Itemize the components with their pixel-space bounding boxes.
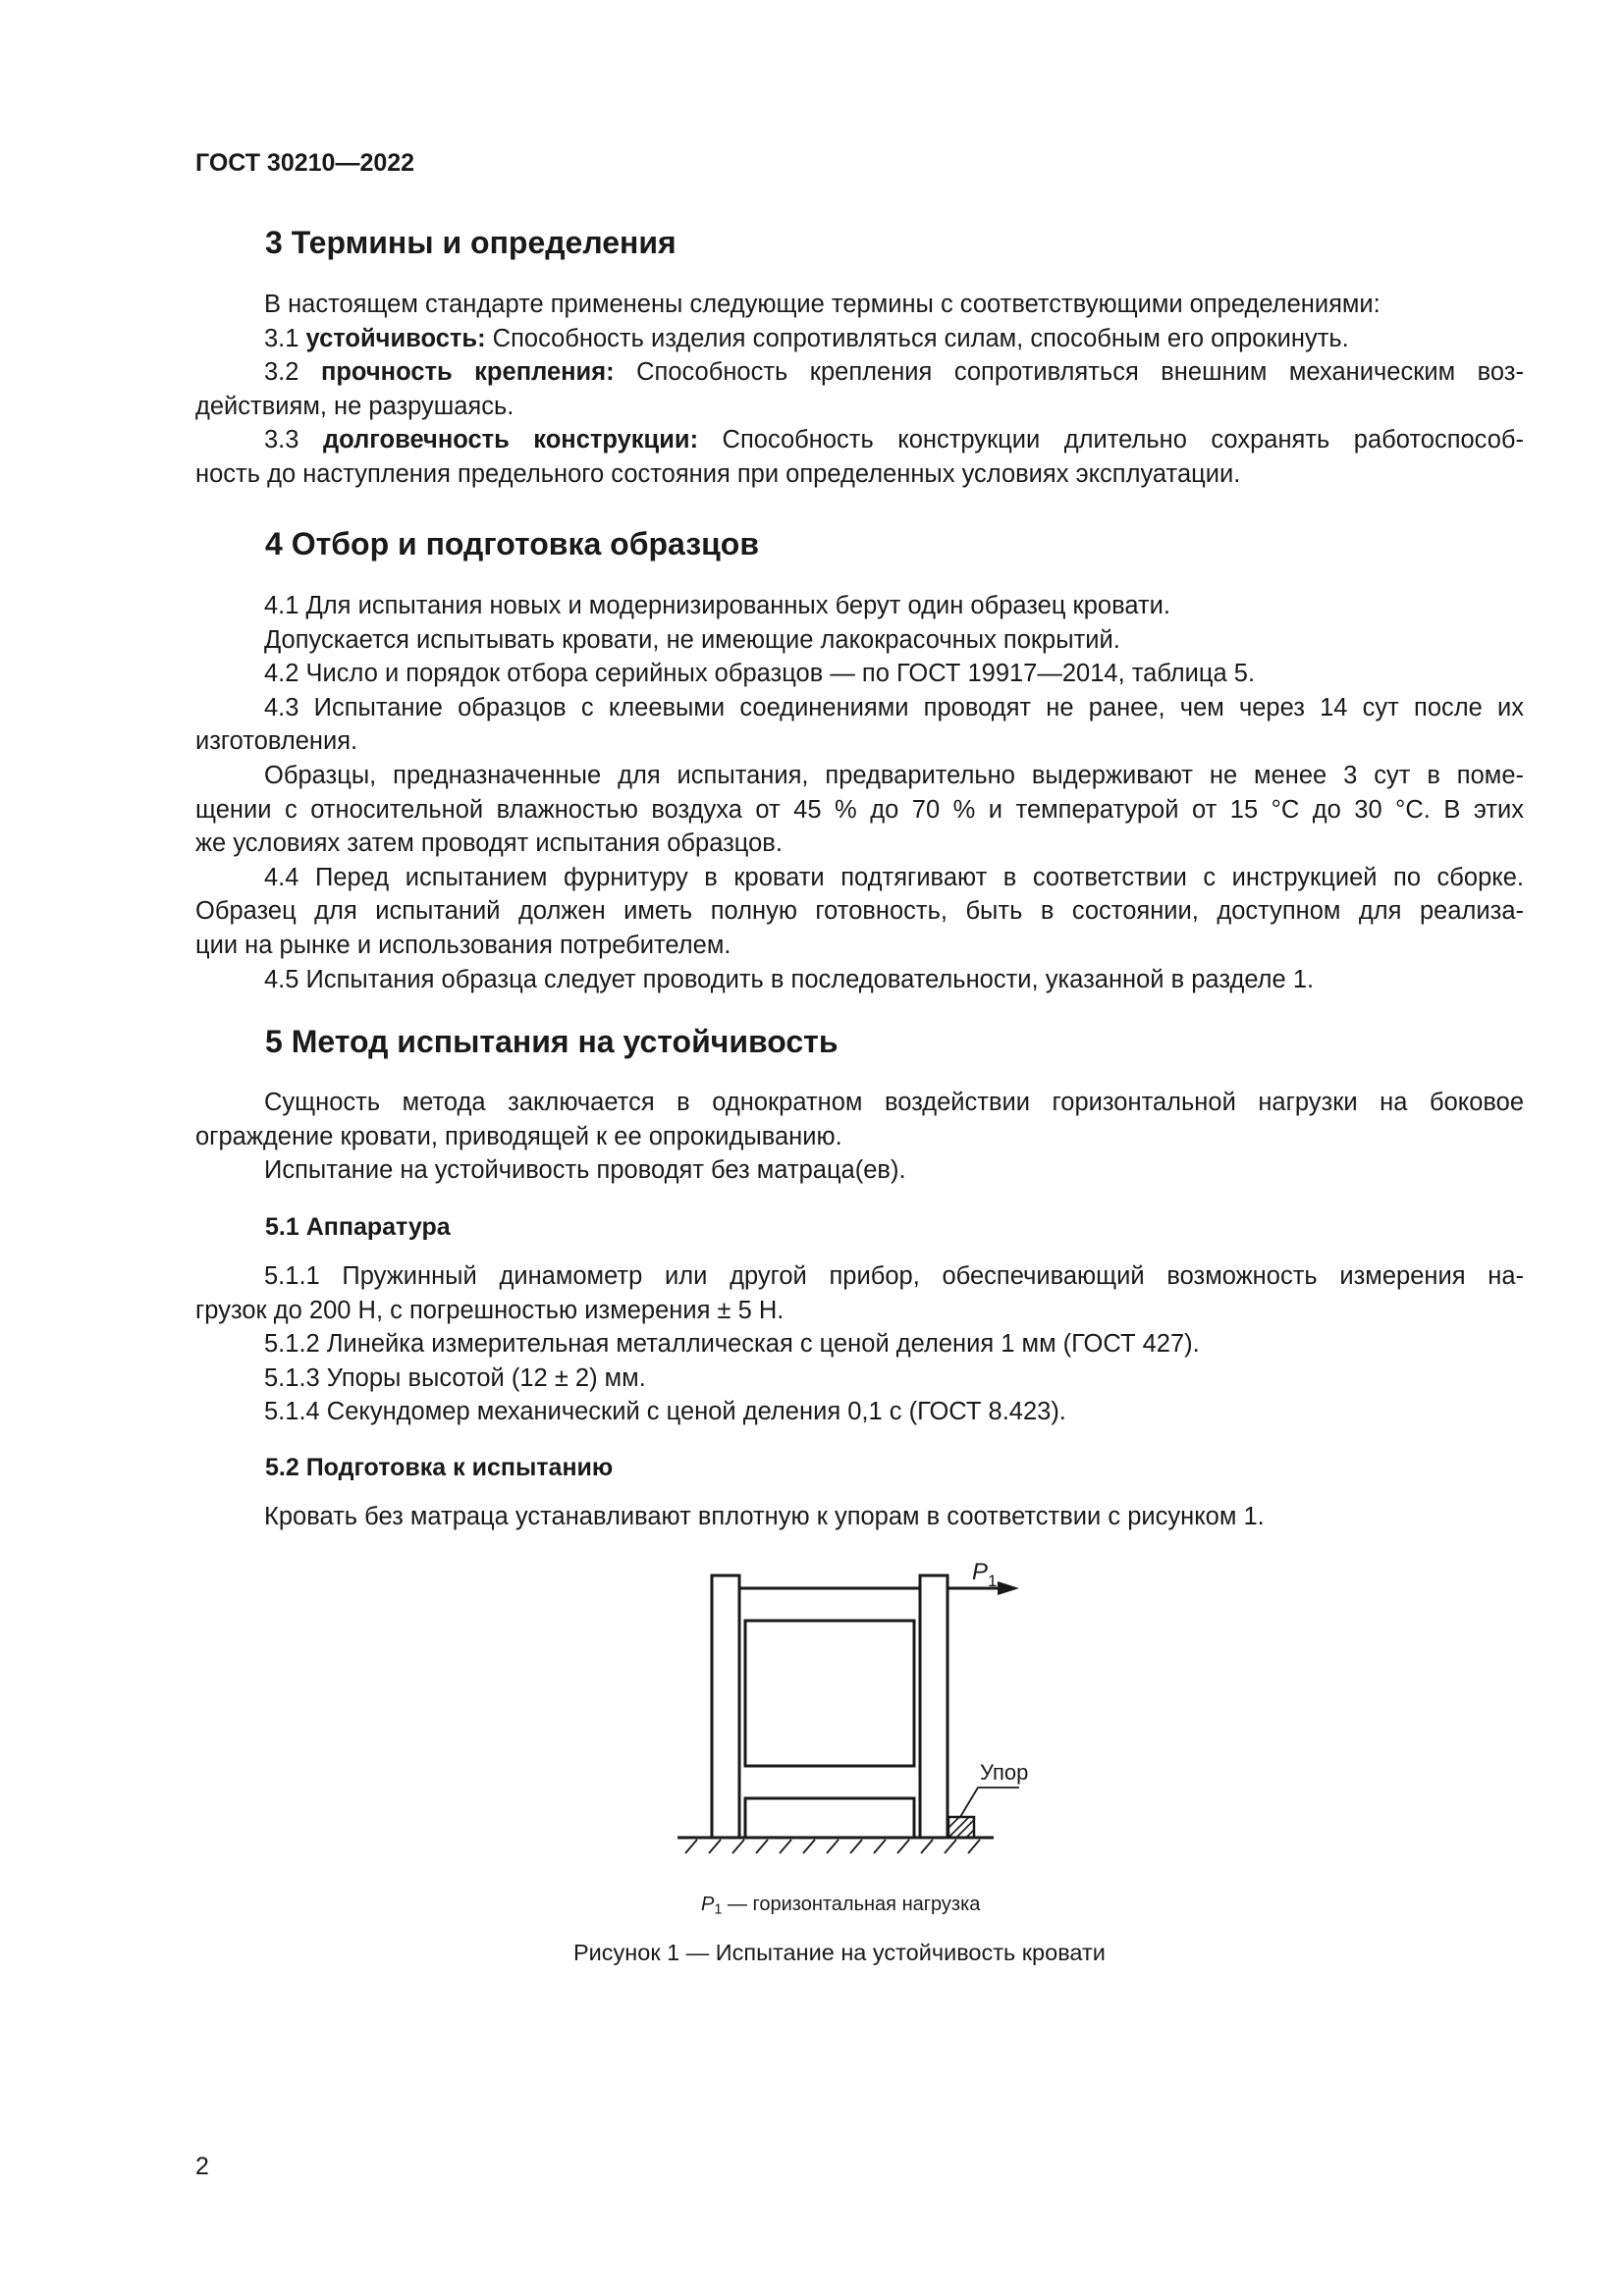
subsection-5-1-title: 5.1 Аппаратура — [265, 1213, 451, 1241]
document-header: ГОСТ 30210—2022 — [195, 149, 415, 177]
figure-legend — [701, 1894, 980, 1918]
subsection-5-2-body — [195, 1500, 1524, 1534]
term-2-definition: Способность крепления сопротивляться внешним механическим воз- — [614, 358, 1524, 387]
term-3-definition: Способность конструкции длительно сохранять работоспособ- — [698, 426, 1524, 454]
subsection-5-2-title: 5.2 Подготовка к испытанию — [265, 1454, 614, 1481]
bed-bottom-rail — [745, 1798, 914, 1838]
section-4-body — [195, 589, 1524, 996]
force-label: $P_1$ — [972, 1559, 998, 1590]
item-5-1-1: 5.1.1 Пружинный динамометр или другой прибор, обеспечивающий возможность измерения на- — [264, 1262, 1524, 1290]
section-4-title: 4 Отбор и подготовка образцов — [265, 526, 759, 561]
legend-text: — горизонтальная нагрузка — [722, 1894, 981, 1915]
force-arrow-head — [998, 1581, 1019, 1595]
paragraph-4-3-conditions-cont: щении с относительной влажностью воздуха от 45 % до 70 % и температурой от 15 °С до 30 °С. В этих — [195, 795, 1524, 824]
section-5-title: 5 Метод испытания на устойчивость — [265, 1024, 839, 1059]
stop-leader-line — [960, 1788, 1019, 1817]
paragraph-4-3-cont: изготовления. — [195, 727, 358, 756]
term-3-definition-cont: ность до наступления предельного состояния при определенных условиях эксплуатации. — [195, 459, 1241, 488]
paragraph-5-no-mattress: Испытание на устойчивость проводят без матраца(ев). — [264, 1156, 906, 1185]
item-5-1-1-cont: грузок до 200 Н, с погрешностью измерения ± 5 Н. — [195, 1296, 785, 1324]
item-5-1-2: 5.1.2 Линейка измерительная металлическая с ценой деления 1 мм (ГОСТ 427). — [264, 1330, 1200, 1359]
ground-hatching — [685, 1840, 980, 1853]
term-2-definition-cont: действиям, не разрушаясь. — [195, 392, 514, 420]
paragraph-5-essence-cont: ограждение кровати, приводящей к ее опрокидыванию. — [195, 1122, 842, 1150]
bed-side-panel — [745, 1621, 914, 1766]
stop-label: Упор — [980, 1760, 1029, 1785]
paragraph-4-4-cont: Образец для испытаний должен иметь полную готовность, быть в состоянии, доступном для реализа- — [195, 897, 1524, 926]
term-2-name: прочность крепления: — [320, 358, 615, 387]
stop-block-hatching — [948, 1817, 974, 1838]
paragraph-4-5: 4.5 Испытания образца следует проводить в последовательности, указанной в разделе 1. — [264, 965, 1315, 993]
paragraph-5-2: Кровать без матраца устанавливают вплотную к упорам в соответствии с рисунком 1. — [264, 1503, 1265, 1530]
paragraph-4-3: 4.3 Испытание образцов с клеевыми соединениями проводят не ранее, чем через 14 сут после их — [264, 693, 1524, 721]
term-3-number: 3.3 — [264, 426, 323, 454]
figure-caption: Рисунок 1 — Испытание на устойчивость кровати — [573, 1940, 1106, 1965]
legend-symbol: P — [701, 1894, 715, 1915]
paragraph-4-1: 4.1 Для испытания новых и модернизированных берут один образец кровати. — [264, 592, 1170, 619]
paragraph-4-3-conditions: Образцы, предназначенные для испытания, предварительно выдерживают не менее 3 сут в поме- — [264, 761, 1524, 789]
legend-symbol-index: 1 — [714, 1901, 723, 1918]
paragraph-5-essence: Сущность метода заключается в однократном воздействии горизонтальной нагрузки на боковое — [264, 1089, 1524, 1116]
term-1-name: устойчивость: — [305, 324, 486, 352]
term-2-number: 3.2 — [264, 358, 321, 387]
section-3-title: 3 Термины и определения — [265, 225, 677, 260]
paragraph-4-4: 4.4 Перед испытанием фурнитуру в кровати подтягивают в соответствии с инструкцией по сборке. — [264, 863, 1524, 891]
subsection-5-1-body — [195, 1259, 1524, 1429]
paragraph-4-1-note: Допускается испытывать кровати, не имеющие лакокрасочных покрытий. — [264, 625, 1120, 654]
page-number: 2 — [195, 2153, 209, 2180]
paragraph-4-4-end: ции на рынке и использования потребителем. — [195, 931, 731, 959]
section-5-intro — [195, 1086, 1524, 1188]
paragraph-4-2: 4.2 Число и порядок отбора серийных образцов — по ГОСТ 19917—2014, таблица 5. — [264, 660, 1256, 688]
figure-bed-stability-diagram — [668, 1556, 1029, 1860]
term-3-name: долговечность конструкции: — [322, 426, 699, 454]
section-3-intro: В настоящем стандарте применены следующие термины с соответствующими определениями: — [264, 291, 1380, 318]
paragraph-4-3-conditions-end: же условиях затем проводят испытания образцов. — [195, 829, 783, 858]
section-3-body — [195, 288, 1524, 492]
item-5-1-3: 5.1.3 Упоры высотой (12 ± 2) мм. — [264, 1363, 646, 1392]
item-5-1-4: 5.1.4 Секундомер механический с ценой деления 0,1 с (ГОСТ 8.423). — [264, 1398, 1066, 1426]
term-1-definition: Способность изделия сопротивляться силам, способным его опрокинуть. — [485, 324, 1349, 352]
term-1-number: 3.1 — [264, 324, 306, 352]
